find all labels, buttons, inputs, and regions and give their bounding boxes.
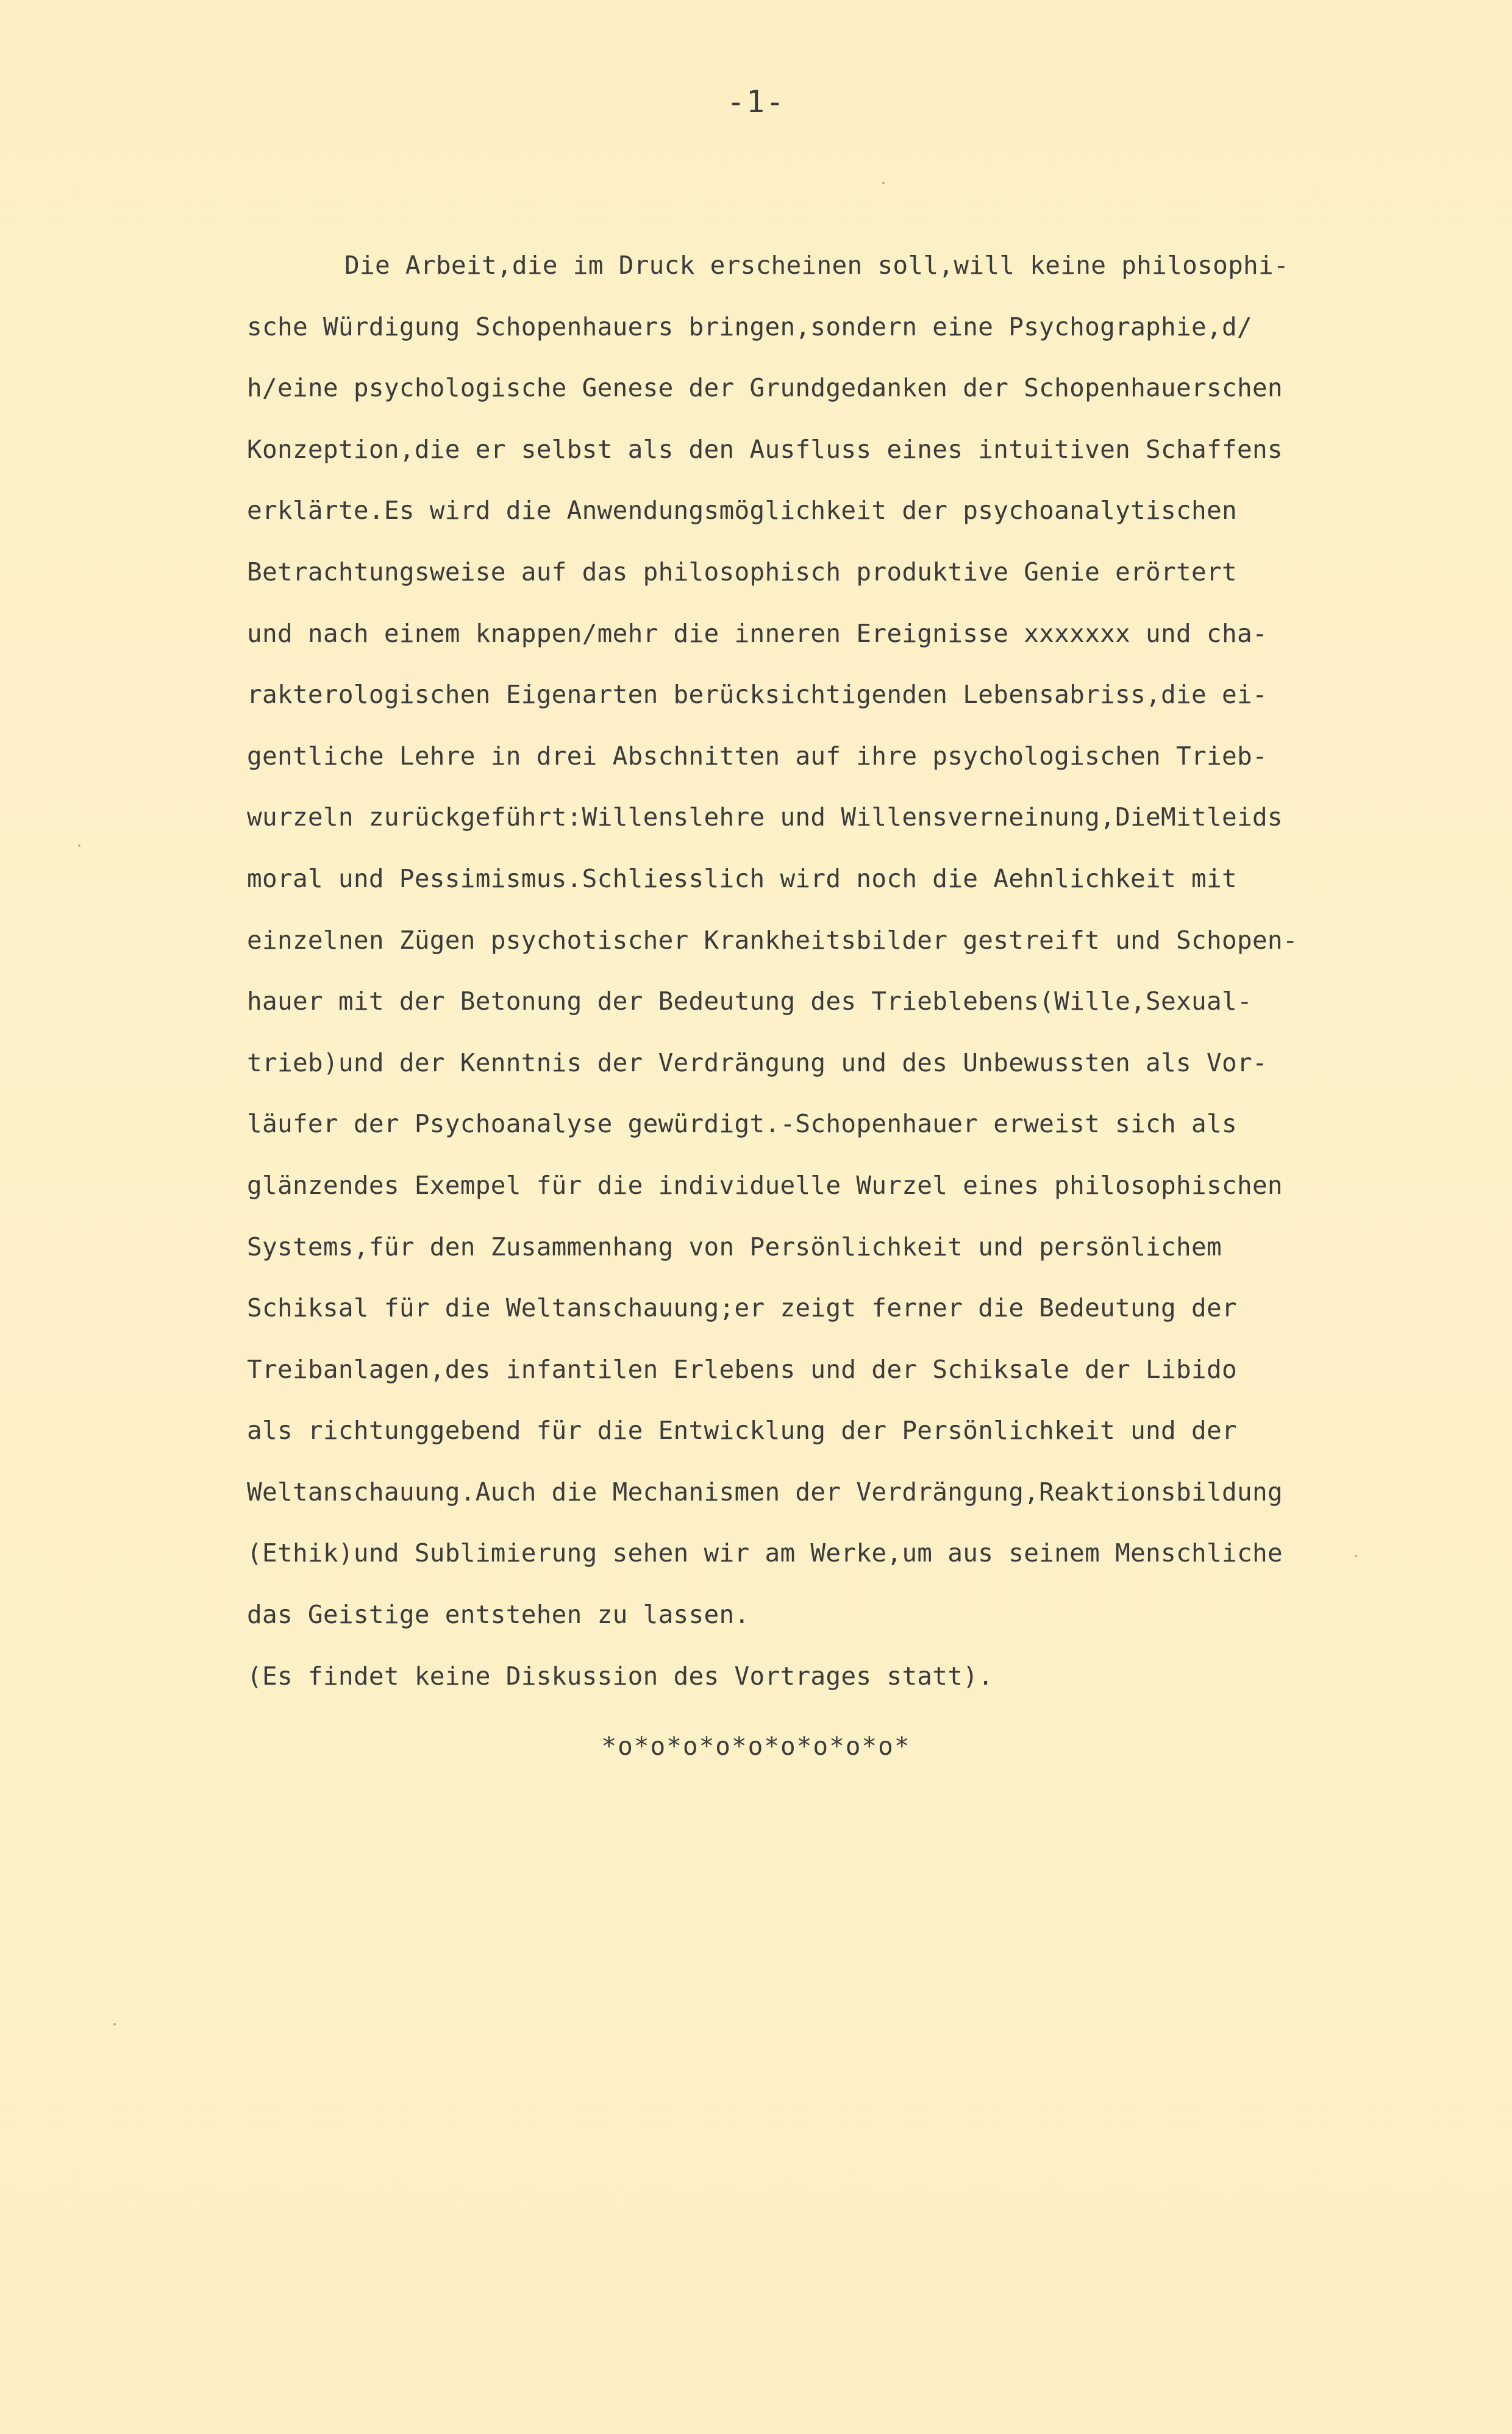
text-line: als richtunggebend für die Entwicklung der Persönlichkeit und der <box>247 1416 1237 1446</box>
text-line: Schiksal für die Weltanschauung;er zeigt ferner die Bedeutung der <box>247 1293 1237 1323</box>
text-line: Systems,für den Zusammenhang von Persönlichkeit und persönlichem <box>247 1232 1222 1262</box>
paper-speck <box>78 844 80 847</box>
text-line: erklärte.Es wird die Anwendungsmöglichkeit der psychoanalytischen <box>247 496 1237 526</box>
text-line: rakterologischen Eigenarten berücksichtigenden Lebensabriss,die ei- <box>247 680 1268 710</box>
text-line: sche Würdigung Schopenhauers bringen,sondern eine Psychographie,d/ <box>247 312 1252 341</box>
typewritten-body <box>247 235 1503 1707</box>
ornament-divider: *o*o*o*o*o*o*o*o*o* <box>601 1732 911 1761</box>
text-line: das Geistige entstehen zu lassen. <box>247 1600 750 1630</box>
paper-speck <box>882 182 885 184</box>
text-line: und nach einem knappen/mehr die inneren Ereignisse xxxxxxx und cha- <box>247 618 1268 648</box>
text-line: Treibanlagen,des infantilen Erlebens und der Schiksale der Libido <box>247 1354 1237 1384</box>
text-line: moral und Pessimismus.Schliesslich wird noch die Aehnlichkeit mit <box>247 863 1237 893</box>
page-number: -1- <box>726 84 786 120</box>
closing-note: (Es findet keine Diskussion des Vortrages statt). <box>247 1661 994 1691</box>
paper-speck <box>1355 1555 1357 1557</box>
text-line: Weltanschauung.Auch die Mechanismen der Verdrängung,Reaktionsbildung <box>247 1477 1283 1507</box>
text-line: hauer mit der Betonung der Bedeutung des Trieblebens(Wille,Sexual- <box>247 987 1252 1016</box>
text-line: Betrachtungsweise auf das philosophisch produktive Genie erörtert <box>247 557 1237 587</box>
text-line: glänzendes Exempel für die individuelle Wurzel eines philosophischen <box>247 1170 1283 1200</box>
text-line: h/eine psychologische Genese der Grundgedanken der Schopenhauerschen <box>247 373 1283 403</box>
text-line: einzelnen Zügen psychotischer Krankheitsbilder gestreift und Schopen- <box>247 925 1298 955</box>
text-line: läufer der Psychoanalyse gewürdigt.-Schopenhauer erweist sich als <box>247 1109 1237 1139</box>
text-line: wurzeln zurückgeführt:Willenslehre und Willensverneinung,DieMitleids <box>247 802 1283 832</box>
text-line: gentliche Lehre in drei Abschnitten auf ihre psychologischen Trieb- <box>247 741 1268 771</box>
paper-speck <box>113 2023 116 2025</box>
text-line: Konzeption,die er selbst als den Ausfluss eines intuitiven Schaffens <box>247 434 1283 464</box>
text-line: (Ethik)und Sublimierung sehen wir am Werke,um aus seinem Menschliche <box>247 1538 1283 1568</box>
text-line: Die Arbeit,die im Druck erscheinen soll,will keine philosophi- <box>344 251 1289 280</box>
text-line: trieb)und der Kenntnis der Verdrängung und des Unbewussten als Vor- <box>247 1047 1268 1077</box>
